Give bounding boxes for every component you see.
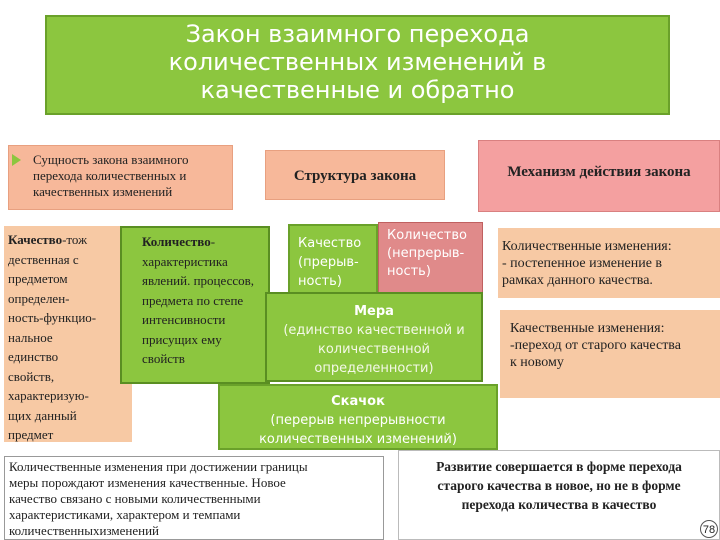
bottom-left-line-2: меры порождают изменения качественные. Новое	[9, 475, 286, 490]
quantity-cell-line-3: ность)	[387, 264, 431, 279]
qualitative-changes-box	[500, 310, 720, 398]
quantity-definition	[120, 226, 270, 384]
leap-head: Скачок	[331, 394, 385, 409]
quality-def-line-6: нальное	[8, 329, 53, 345]
bottom-left-line-3: качество связано с новыми количественными	[9, 491, 261, 506]
bottom-right-line-2: старого качества в новое, но не в форме	[437, 478, 681, 493]
mechanism-box	[478, 140, 720, 212]
structure-box	[265, 150, 445, 200]
quality-cell-line-2: (прерыв-	[298, 255, 359, 270]
title-line-1: Закон взаимного перехода	[185, 20, 530, 48]
quantity-def-line-2: характеристика	[142, 253, 228, 269]
qual-change-line-1: -переход от старого качества	[510, 338, 681, 353]
measure-box	[265, 292, 483, 382]
quality-def-line-7: единство	[8, 349, 59, 364]
quality-def-line-2: дественная с	[8, 251, 79, 267]
quant-change-head: Количественные изменения:	[502, 239, 672, 254]
quantity-cell-line-2: (непрерыв-	[387, 246, 465, 261]
bottom-right-note	[398, 450, 720, 540]
arrow-bullet-icon	[12, 154, 21, 166]
leap-line-1: (перерыв непрерывности	[270, 413, 446, 428]
quality-cell-line-1: Качество	[298, 236, 362, 251]
bottom-left-line-5: количественныхизменений	[9, 523, 159, 538]
slide-title	[45, 15, 670, 115]
page-number	[700, 520, 718, 538]
quality-definition	[4, 226, 132, 442]
quality-def-line-4: определен-	[8, 290, 70, 306]
quality-def-line-9: характеризую-	[8, 388, 89, 403]
bottom-left-note	[4, 456, 384, 540]
measure-line-3: определенности)	[314, 361, 434, 376]
quality-def-line-10: щих данный	[8, 407, 77, 423]
measure-line-1: (единство качественной и	[283, 323, 465, 338]
quantitative-changes-box	[498, 228, 720, 298]
quantity-def-line-7: свойств	[142, 351, 185, 366]
measure-line-2: количественной	[317, 342, 431, 357]
qual-change-head: Качественные изменения:	[510, 321, 665, 336]
essence-line-2: перехода количественных и	[33, 168, 187, 183]
quantity-def-line-6: присущих ему	[142, 331, 222, 347]
quality-cell	[288, 224, 378, 298]
leap-line-2: количественных изменений)	[259, 432, 457, 447]
quality-term: Качество	[8, 232, 63, 247]
bottom-right-line-1: Развитие совершается в форме перехода	[436, 459, 682, 474]
quantity-term: Количество	[142, 234, 211, 249]
quality-cell-line-3: ность)	[298, 274, 342, 289]
leap-box	[218, 384, 498, 450]
title-line-3: качественные и обратно	[200, 76, 515, 104]
qual-change-line-2: к новому	[510, 355, 564, 370]
measure-head: Мера	[354, 304, 394, 319]
essence-line-3: качественных изменений	[33, 184, 173, 199]
essence-box	[8, 145, 233, 210]
essence-line-1: Сущность закона взаимного	[33, 152, 189, 167]
quality-def-line-5: ность-функцио-	[8, 310, 97, 325]
quality-def-line-11: предмет	[8, 427, 54, 442]
quality-def-line-8: свойств,	[8, 368, 55, 384]
quant-change-line-1: - постепенное изменение в	[502, 256, 663, 271]
title-line-2: количественных изменений в	[168, 48, 547, 76]
quantity-cell-line-1: Количество	[387, 228, 467, 243]
bottom-left-line-4: характеристиками, характером и темпами	[9, 507, 241, 522]
page-number-label: 78	[702, 524, 716, 536]
quant-change-line-2: рамках данного качества.	[502, 273, 653, 288]
quantity-def-line-5: интенсивности	[142, 312, 226, 327]
quantity-def-line-1: -	[210, 234, 216, 249]
structure-label: Структура закона	[293, 168, 417, 184]
quality-def-line-3: предметом	[8, 271, 68, 286]
quantity-cell	[378, 222, 483, 296]
quantity-def-line-3: явлений. процессов,	[142, 273, 255, 288]
quantity-def-line-4: предмета по степе	[142, 292, 244, 308]
bottom-right-line-3: перехода количества в качество	[461, 497, 657, 512]
quality-def-line-1: -тож	[62, 232, 88, 247]
mechanism-label: Механизм действия закона	[507, 164, 691, 180]
bottom-left-line-1: Количественные изменения при достижении границы	[9, 459, 308, 474]
